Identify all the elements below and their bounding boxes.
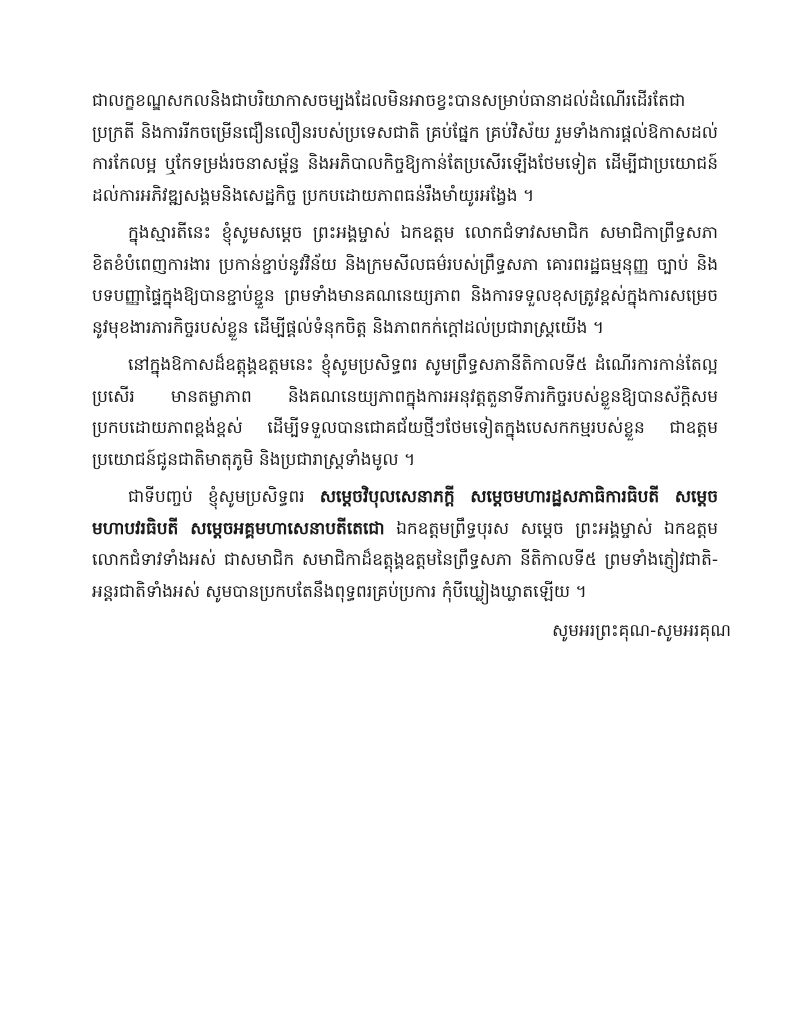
paragraph-1: ជាលក្ខខណ្ឌសកលនិងជាបរិយាកាសចម្បងដែលមិនអាចខ្វះបានសម្រាប់ធានាដល់ដំណើរដើរតែជាប្រក្រតី និងការរីកចម្រើនជឿនលឿនរបស់ប្រទេសជាតិ គ្រប់ផ្នែក គ្រប់វិស័យ រួមទាំងការផ្តល់ឱកាសដល់ការកែលម្អ ឬកែទម្រង់រចនាសម្ព័ន្ធ និងអភិបាលកិច្ចឱ្យកាន់តែប្រសើរឡើងថែមទៀត ដើម្បីជាប្រយោជន៍ដល់ការអភិវឌ្ឍសង្គមនិងសេដ្ឋកិច្ច ប្រកបដោយភាពធន់រឹងមាំយូរអង្វែង ។ [92, 91, 718, 206]
closing-thanks: សូមអរព្រះគុណ-សូមអរគុណ [552, 621, 731, 641]
paragraph-4-lead: ជាទីបញ្ចប់ ខ្ញុំសូមប្រសិទ្ធពរ [128, 487, 320, 507]
paragraph-2-text: ក្នុងស្មារតីនេះ ខ្ញុំសូមសម្តេច ព្រះអង្គម្ចាស់ ឯកឧត្តម លោកជំទាវសមាជិក សមាជិកាព្រឹទ្ធសភា ខិតខំបំពេញការងារ ប្រកាន់ខ្ជាប់នូវវិន័យ និងក្រមសីលធម៌របស់ព្រឹទ្ធសភា គោរពរដ្ឋធម្មនុញ្ញ ច្បាប់ និងបទបញ្ញាផ្ទៃក្នុងឱ្យបានខ្ជាប់ខ្ជួន ព្រមទាំងមានគណនេយ្យភាព និងការទទួលខុសត្រូវខ្ពស់ក្នុងការសម្រេចនូវមុខងារភារកិច្ចរបស់ខ្លួន ដើម្បីផ្តល់ទំនុកចិត្ត និងភាពកក់ក្តៅដល់ប្រជារាស្ត្រយើង ។ [92, 223, 718, 338]
paragraph-3-text: នៅក្នុងឱកាសដ៏ឧត្តុង្គឧត្តមនេះ ខ្ញុំសូមប្រសិទ្ធពរ សូមព្រឹទ្ធសភានីតិកាលទី៥ ដំណើរការកាន់តែល្អប្រសើរ មានតម្លាភាព និងគណនេយ្យភាពក្នុងការអនុវត្តតួនាទីភារកិច្ចរបស់ខ្លួនឱ្យបានស័ក្តិសមប្រកបដោយភាពខ្ពង់ខ្ពស់ ដើម្បីទទួលបានជោគជ័យថ្មីៗថែមទៀតក្នុងបេសកកម្មរបស់ខ្លួន ជាឧត្តមប្រយោជន៍ជូនជាតិមាតុភូមិ និងប្រជារាស្ត្រទាំងមូល ។ [92, 355, 718, 470]
document-body [92, 86, 718, 614]
paragraph-2 [92, 218, 718, 344]
paragraph-4 [92, 482, 718, 608]
paragraph-4-rest: ឯកឧត្តមព្រឹទ្ធបុរស សម្តេច ព្រះអង្គម្ចាស់ ឯកឧត្តម លោកជំទាវទាំងអស់ ជាសមាជិក សមាជិកាដ៏ឧត្តុង្គឧត្តមនៃព្រឹទ្ធសភា នីតិកាលទី៥ ព្រមទាំងភ្ញៀវជាតិ-អន្តរជាតិទាំងអស់ សូមបានប្រកបតែនឹងពុទ្ធពរគ្រប់ប្រការ កុំបីឃ្លៀងឃ្លាតឡើយ ។ [92, 518, 718, 602]
paragraph-3 [92, 350, 718, 476]
paragraph-4-honorifics: សម្តេចវិបុលសេនាភក្តី សម្តេចមហារដ្ឋសភាធិការធិបតី សម្តេចមហាបវរធិបតី សម្តេចអគ្គមហាសេនាបតីតេជោ [92, 487, 719, 539]
